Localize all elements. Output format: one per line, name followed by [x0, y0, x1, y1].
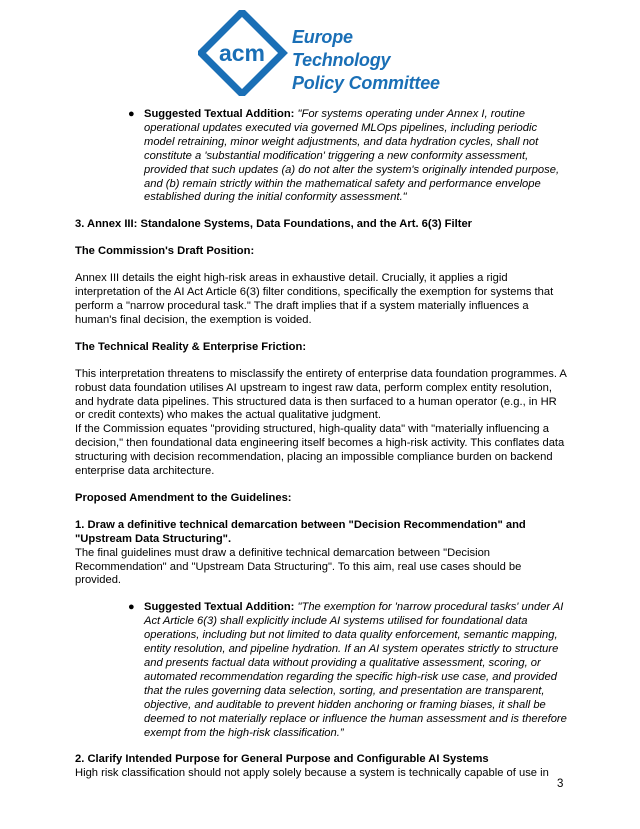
page-number: 3	[557, 778, 564, 790]
paragraph: Annex III details the eight high-risk areas in exhaustive detail. Crucially, it applies a rigid interpretation of the AI Act Article 6(3) filter conditions, specifically the exemption for systems that perform a "narrow procedural task." The draft implies that if a system materially influences a human's final decision, the exemption is voided.	[75, 272, 554, 326]
acm-europe-tpc-logo	[198, 10, 448, 96]
bullet-text: "The exemption for 'narrow procedural tasks' under AI Act Article 6(3) shall explicitly include AI systems utilised for foundational data operations, including but not limited to data quality enforcement, semantic mapping, entity resolution, and pipeline hydration. If an AI system operates strictly to structure and presents factual data without providing a qualitative assessment, scoring, or automated recommendation regarding the specific high-risk use case, and provided that the rules governing data selection, sorting, and presentation are transparent, objective, and auditable to prevent hidden anchoring or framing biases, it shall be deemed to not materially replace or influence the human assessment and is therefore exempt from the high-risk classification.”	[144, 601, 567, 739]
logo-line-2: Policy Committee	[292, 73, 440, 93]
paragraph: This interpretation threatens to misclassify the entirety of enterprise data foundation programmes. A robust data foundation utilises AI upstream to ingest raw data, perform complex entity resolution, and hydrate data pipelines. This structured data is then surfaced to a human operator (e.g., in HR or credit contexts) who makes the actual qualitative judgment.	[75, 367, 567, 422]
acm-diamond-logo-icon	[198, 10, 298, 96]
bullet-text: "For systems operating under Annex I, routine operational updates executed via governed MLOps pipelines, including periodic model retraining, minor weight adjustments, and data hydration cycles, shall not constitute a 'substantial modification' triggering a new conformity assessment, provided that such updates (a) do not alter the system's originally intended purpose, and (b) remain strictly within the mathematical safety and performance envelope established during the initial conformity assessment."	[144, 108, 560, 204]
point-heading: 2. Clarify Intended Purpose for General Purpose and Configurable AI Systems	[75, 753, 489, 766]
section-heading: 3. Annex III: Standalone Systems, Data Foundations, and the Art. 6(3) Filter	[75, 218, 473, 231]
document-body	[75, 108, 567, 781]
bullet-label: Suggested Textual Addition:	[144, 108, 295, 120]
paragraph: High risk classification should not apply solely because a system is technically capable of use in	[75, 767, 549, 780]
point-heading: 1. Draw a definitive technical demarcation between "Decision Recommendation" and "Upstream Data Structuring".	[75, 518, 526, 545]
suggested-addition-bullet-2	[75, 601, 567, 740]
bullet-icon: ●	[128, 601, 135, 614]
bullet-label: Suggested Textual Addition:	[144, 601, 295, 614]
subheading: The Commission's Draft Position:	[75, 245, 255, 258]
acm-logo-text: acm	[218, 40, 266, 66]
paragraph: If the Commission equates "providing structured, high-quality data" with "materially influencing a decision," then foundational data engineering itself becomes a high-risk activity. This conflates data structuring with decision recommendation, placing an impossible compliance burden on backend enterprise data architecture.	[75, 423, 565, 478]
subheading: Proposed Amendment to the Guidelines:	[75, 491, 292, 504]
subheading: The Technical Reality & Enterprise Friction:	[75, 340, 307, 353]
bullet-icon: ●	[128, 108, 135, 120]
logo-title	[292, 26, 448, 95]
suggested-addition-bullet-1	[75, 108, 567, 205]
paragraph: The final guidelines must draw a definitive technical demarcation between "Decision Recommendation" and "Upstream Data Structuring". To this aim, real use cases should be provided.	[75, 546, 522, 587]
logo-line-1: Europe Technology	[292, 27, 391, 70]
